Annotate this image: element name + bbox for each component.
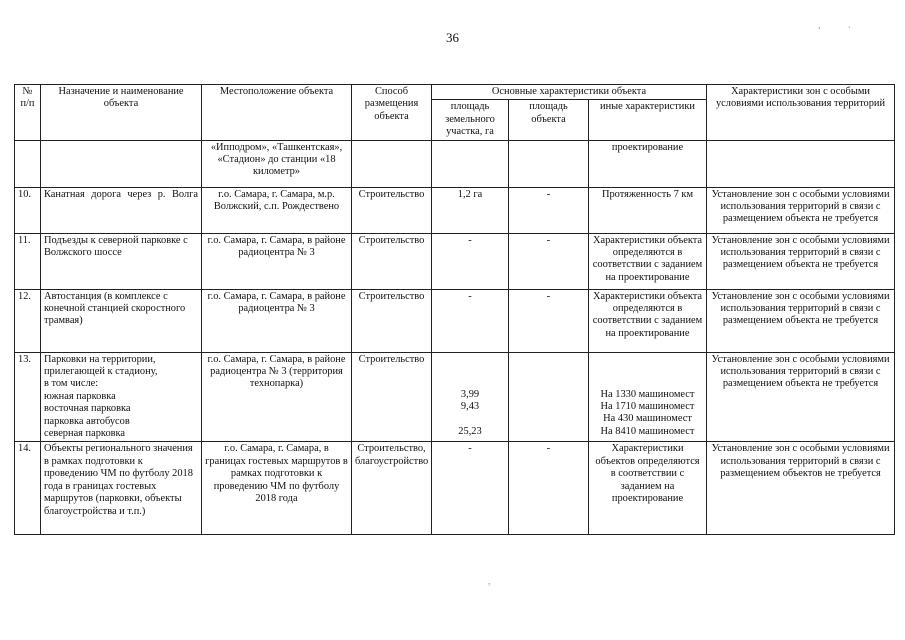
cell-object-area: - (509, 187, 589, 233)
cell-zones: Установление зон с особыми условиями использования территорий в связи с размещением объекта не требуется (707, 187, 895, 233)
header-object-area: площадь объекта (509, 100, 589, 140)
cell-zones (707, 140, 895, 187)
scan-mark: , (488, 576, 491, 587)
header-main-characteristics: Основные характеристики объекта (432, 85, 707, 100)
cell-location: г.о. Самара, г. Самара, в районе радиоцентра № 3 (202, 233, 352, 289)
header-land-area: площадь земельного участка, га (432, 100, 509, 140)
cell-method: Строительство, благоустройство (352, 442, 432, 535)
cell-land-area (432, 352, 509, 442)
name-line: восточная парковка (44, 403, 131, 415)
cell-method (352, 140, 432, 187)
name-line: южная парковка (44, 390, 116, 402)
objects-table (14, 84, 895, 535)
cell-other: Характеристики объекта определяются в соответствии с заданием на проектирование (589, 233, 707, 289)
other-line: На 8410 машиномест (600, 425, 695, 437)
cell-zones: Установление зон с особыми условиями использования территорий в связи с размещением объектов не требуется (707, 442, 895, 535)
other-line: На 1330 машиномест (600, 388, 695, 400)
cell-name: Автостанция (в комплексе с конечной станцией скоростного трамвая) (41, 289, 202, 352)
land-area-line (435, 413, 505, 425)
name-line: северная парковка (44, 428, 126, 440)
cell-num: 12. (15, 289, 41, 352)
cell-location: г.о. Самара, г. Самара, в границах гостевых маршрутов в рамках подготовки к проведению ЧМ по футболу 2018 года (202, 442, 352, 535)
scan-mark: . (848, 20, 851, 31)
cell-land-area: - (432, 289, 509, 352)
table-row (15, 233, 895, 289)
header-location: Местоположение объекта (202, 85, 352, 141)
cell-object-area (509, 140, 589, 187)
cell-name: Объекты регионального значения в рамках подготовки к проведению ЧМ по футболу 2018 года в границах гостевых маршрутов (парковки, объекты благоустройства и т.п.) (41, 442, 202, 535)
name-line: прилегающей к стадиону, (44, 366, 158, 378)
cell-method: Строительство (352, 233, 432, 289)
cell-land-area: - (432, 233, 509, 289)
header-num: № п/п (15, 85, 41, 141)
cell-other: проектирование (589, 140, 707, 187)
cell-other: Протяженность 7 км (589, 187, 707, 233)
cell-other: Характеристики объектов определяются в соответствии с заданием на проектирование (589, 442, 707, 535)
land-area-line: 25,23 (458, 425, 482, 437)
cell-num: 10. (15, 187, 41, 233)
header-row (15, 85, 895, 100)
cell-num: 13. (15, 352, 41, 442)
cell-num (15, 140, 41, 187)
cell-object-area: - (509, 289, 589, 352)
table-row (15, 352, 895, 442)
cell-name: Подъезды к северной парковке с Волжского шоссе (41, 233, 202, 289)
land-area-line: 3,99 (460, 388, 480, 400)
cell-name (41, 140, 202, 187)
other-line: На 430 машиномест (603, 413, 692, 425)
cell-object-area (509, 352, 589, 442)
cell-num: 14. (15, 442, 41, 535)
cell-land-area (432, 140, 509, 187)
name-line: парковка автобусов (44, 415, 130, 427)
name-line: в том числе: (44, 378, 99, 390)
cell-method: Строительство (352, 289, 432, 352)
cell-location: г.о. Самара, г. Самара, в районе радиоцентра № 3 (территория технопарка) (202, 352, 352, 442)
cell-location: г.о. Самара, г. Самара, в районе радиоцентра № 3 (202, 289, 352, 352)
cell-name (41, 352, 202, 442)
cell-object-area: - (509, 442, 589, 535)
header-method: Способ размещения объекта (352, 85, 432, 141)
cell-location: «Ипподром», «Ташкентская», «Стадион» до станции «18 километр» (202, 140, 352, 187)
cell-method: Строительство (352, 352, 432, 442)
cell-land-area: - (432, 442, 509, 535)
cell-zones: Установление зон с особыми условиями использования территорий в связи с размещением объекта не требуется (707, 352, 895, 442)
cell-zones: Установление зон с особыми условиями использования территорий в связи с размещением объекта не требуется (707, 289, 895, 352)
land-area-line: 9,43 (460, 401, 480, 413)
cell-other (589, 352, 707, 442)
page-number: 36 (446, 30, 459, 45)
cell-other: Характеристики объекта определяются в соответствии с заданием на проектирование (589, 289, 707, 352)
header-name: Назначение и наименование объекта (41, 85, 202, 141)
table-row (15, 140, 895, 187)
cell-method: Строительство (352, 187, 432, 233)
cell-num: 11. (15, 233, 41, 289)
table-row (15, 289, 895, 352)
table-row (15, 187, 895, 233)
scan-mark: , (818, 20, 821, 31)
other-line: На 1710 машиномест (600, 401, 695, 413)
header-other-characteristics: иные характеристики (589, 100, 707, 140)
header-zones: Характеристики зон с особыми условиями использования территорий (707, 85, 895, 141)
cell-land-area: 1,2 га (432, 187, 509, 233)
cell-location: г.о. Самара, г. Самара, м.р. Волжский, с.п. Рождествено (202, 187, 352, 233)
name-line: Парковки на территории, (44, 353, 156, 365)
cell-name-text: Канатная дорога через р. Волга (44, 188, 198, 200)
cell-name (41, 187, 202, 233)
cell-zones: Установление зон с особыми условиями использования территорий в связи с размещением объекта не требуется (707, 233, 895, 289)
table-row (15, 442, 895, 535)
cell-object-area: - (509, 233, 589, 289)
